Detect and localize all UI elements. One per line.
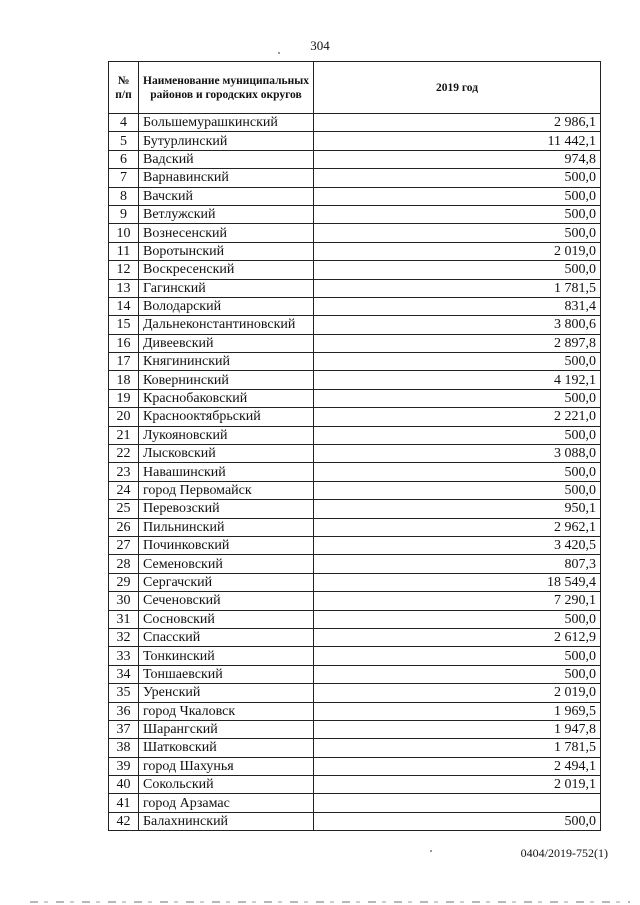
table-header-row — [109, 62, 601, 114]
cell-value: 2 494,1 — [314, 757, 601, 775]
cell-number: 30 — [109, 592, 139, 610]
cell-number: 14 — [109, 297, 139, 315]
cell-number: 29 — [109, 573, 139, 591]
cell-name: Большемурашкинский — [139, 114, 314, 132]
cell-value: 2 986,1 — [314, 114, 601, 132]
cell-number: 25 — [109, 500, 139, 518]
cell-name: город Чкаловск — [139, 702, 314, 720]
cell-number: 9 — [109, 205, 139, 223]
table-row — [109, 261, 601, 279]
cell-name: Дальнеконстантиновский — [139, 316, 314, 334]
cell-name: Гагинский — [139, 279, 314, 297]
cell-value: 500,0 — [314, 426, 601, 444]
cell-number: 12 — [109, 261, 139, 279]
table-row — [109, 500, 601, 518]
cell-value: 500,0 — [314, 665, 601, 683]
cell-value: 11 442,1 — [314, 132, 601, 150]
table-row — [109, 150, 601, 168]
cell-value — [314, 794, 601, 812]
table-row — [109, 702, 601, 720]
cell-value: 2 019,1 — [314, 776, 601, 794]
table-row — [109, 739, 601, 757]
table-row — [109, 334, 601, 352]
cell-number: 17 — [109, 353, 139, 371]
cell-number: 13 — [109, 279, 139, 297]
table-row — [109, 353, 601, 371]
cell-number: 21 — [109, 426, 139, 444]
cell-value: 974,8 — [314, 150, 601, 168]
cell-name: Сергачский — [139, 573, 314, 591]
cell-name: Навашинский — [139, 463, 314, 481]
table-row — [109, 555, 601, 573]
cell-value: 500,0 — [314, 812, 601, 830]
cell-name: Воротынский — [139, 242, 314, 260]
cell-number: 33 — [109, 647, 139, 665]
cell-number: 5 — [109, 132, 139, 150]
header-year: 2019 год — [314, 62, 601, 114]
cell-number: 18 — [109, 371, 139, 389]
scan-artifact-line — [30, 901, 630, 903]
cell-name: Сокольский — [139, 776, 314, 794]
scan-speck — [430, 850, 432, 852]
cell-number: 8 — [109, 187, 139, 205]
table-row — [109, 132, 601, 150]
table-row — [109, 536, 601, 554]
document-code: 0404/2019-752(1) — [520, 846, 608, 860]
cell-value: 500,0 — [314, 169, 601, 187]
cell-value: 2 019,0 — [314, 684, 601, 702]
cell-name: Краснооктябрьский — [139, 408, 314, 426]
cell-number: 11 — [109, 242, 139, 260]
table-row — [109, 812, 601, 830]
cell-number: 4 — [109, 114, 139, 132]
cell-name: Вадский — [139, 150, 314, 168]
cell-number: 35 — [109, 684, 139, 702]
cell-name: Спасский — [139, 628, 314, 646]
cell-value: 500,0 — [314, 610, 601, 628]
cell-name: Тоншаевский — [139, 665, 314, 683]
cell-number: 36 — [109, 702, 139, 720]
table-row — [109, 757, 601, 775]
scan-speck — [278, 52, 280, 54]
table-row — [109, 592, 601, 610]
table-row — [109, 205, 601, 223]
table-row — [109, 279, 601, 297]
table-row — [109, 776, 601, 794]
cell-number: 27 — [109, 536, 139, 554]
cell-value: 500,0 — [314, 463, 601, 481]
cell-name: город Шахунья — [139, 757, 314, 775]
table-row — [109, 684, 601, 702]
cell-name: Володарский — [139, 297, 314, 315]
cell-number: 7 — [109, 169, 139, 187]
cell-value: 1 781,5 — [314, 739, 601, 757]
cell-name: Ветлужский — [139, 205, 314, 223]
cell-number: 10 — [109, 224, 139, 242]
cell-name: Перевозский — [139, 500, 314, 518]
cell-value: 2 221,0 — [314, 408, 601, 426]
cell-value: 1 781,5 — [314, 279, 601, 297]
cell-number: 34 — [109, 665, 139, 683]
cell-number: 38 — [109, 739, 139, 757]
cell-name: Варнавинский — [139, 169, 314, 187]
table-row — [109, 573, 601, 591]
cell-value: 1 969,5 — [314, 702, 601, 720]
cell-number: 15 — [109, 316, 139, 334]
cell-value: 500,0 — [314, 389, 601, 407]
cell-name: Княгининский — [139, 353, 314, 371]
page-number: 304 — [310, 38, 330, 53]
cell-name: Краснобаковский — [139, 389, 314, 407]
table-row — [109, 169, 601, 187]
cell-value: 2 962,1 — [314, 518, 601, 536]
table-row — [109, 481, 601, 499]
table-row — [109, 628, 601, 646]
allocation-table — [108, 61, 601, 831]
cell-name: Уренский — [139, 684, 314, 702]
header-name: Наименование муниципальных районов и городских округов — [139, 62, 314, 114]
cell-value: 500,0 — [314, 481, 601, 499]
cell-number: 41 — [109, 794, 139, 812]
cell-name: Семеновский — [139, 555, 314, 573]
cell-name: Ковернинский — [139, 371, 314, 389]
cell-value: 500,0 — [314, 353, 601, 371]
table-row — [109, 518, 601, 536]
cell-number: 23 — [109, 463, 139, 481]
cell-name: Шатковский — [139, 739, 314, 757]
table-row — [109, 187, 601, 205]
cell-value: 18 549,4 — [314, 573, 601, 591]
table-row — [109, 665, 601, 683]
table-row — [109, 445, 601, 463]
cell-number: 22 — [109, 445, 139, 463]
cell-name: Балахнинский — [139, 812, 314, 830]
cell-name: Сеченовский — [139, 592, 314, 610]
cell-number: 31 — [109, 610, 139, 628]
cell-value: 4 192,1 — [314, 371, 601, 389]
cell-name: город Арзамас — [139, 794, 314, 812]
header-number: № п/п — [109, 62, 139, 114]
cell-name: Воскресенский — [139, 261, 314, 279]
cell-number: 28 — [109, 555, 139, 573]
cell-number: 19 — [109, 389, 139, 407]
cell-number: 32 — [109, 628, 139, 646]
cell-value: 831,4 — [314, 297, 601, 315]
cell-name: Дивеевский — [139, 334, 314, 352]
table-row — [109, 224, 601, 242]
table-row — [109, 316, 601, 334]
cell-value: 2 019,0 — [314, 242, 601, 260]
cell-value: 500,0 — [314, 205, 601, 223]
table-row — [109, 647, 601, 665]
table-row — [109, 389, 601, 407]
table-row — [109, 610, 601, 628]
cell-name: Тонкинский — [139, 647, 314, 665]
table-row — [109, 114, 601, 132]
cell-value: 3 088,0 — [314, 445, 601, 463]
table-row — [109, 463, 601, 481]
cell-name: Шарангский — [139, 720, 314, 738]
table-body — [109, 114, 601, 831]
cell-value: 500,0 — [314, 261, 601, 279]
cell-number: 42 — [109, 812, 139, 830]
cell-name: город Первомайск — [139, 481, 314, 499]
cell-value: 500,0 — [314, 224, 601, 242]
cell-value: 500,0 — [314, 187, 601, 205]
cell-number: 24 — [109, 481, 139, 499]
cell-value: 1 947,8 — [314, 720, 601, 738]
cell-value: 3 800,6 — [314, 316, 601, 334]
table-row — [109, 426, 601, 444]
cell-value: 950,1 — [314, 500, 601, 518]
cell-number: 16 — [109, 334, 139, 352]
cell-value: 3 420,5 — [314, 536, 601, 554]
cell-value: 807,3 — [314, 555, 601, 573]
table-row — [109, 297, 601, 315]
cell-name: Лысковский — [139, 445, 314, 463]
cell-number: 39 — [109, 757, 139, 775]
cell-number: 26 — [109, 518, 139, 536]
table-row — [109, 794, 601, 812]
cell-number: 20 — [109, 408, 139, 426]
cell-number: 6 — [109, 150, 139, 168]
cell-name: Починковский — [139, 536, 314, 554]
cell-value: 500,0 — [314, 647, 601, 665]
cell-name: Сосновский — [139, 610, 314, 628]
table-row — [109, 720, 601, 738]
cell-name: Вачский — [139, 187, 314, 205]
cell-name: Лукояновский — [139, 426, 314, 444]
table-row — [109, 408, 601, 426]
cell-value: 2 612,9 — [314, 628, 601, 646]
table-row — [109, 242, 601, 260]
cell-name: Бутурлинский — [139, 132, 314, 150]
cell-value: 7 290,1 — [314, 592, 601, 610]
cell-value: 2 897,8 — [314, 334, 601, 352]
cell-number: 40 — [109, 776, 139, 794]
table-row — [109, 371, 601, 389]
cell-name: Вознесенский — [139, 224, 314, 242]
cell-number: 37 — [109, 720, 139, 738]
cell-name: Пильнинский — [139, 518, 314, 536]
